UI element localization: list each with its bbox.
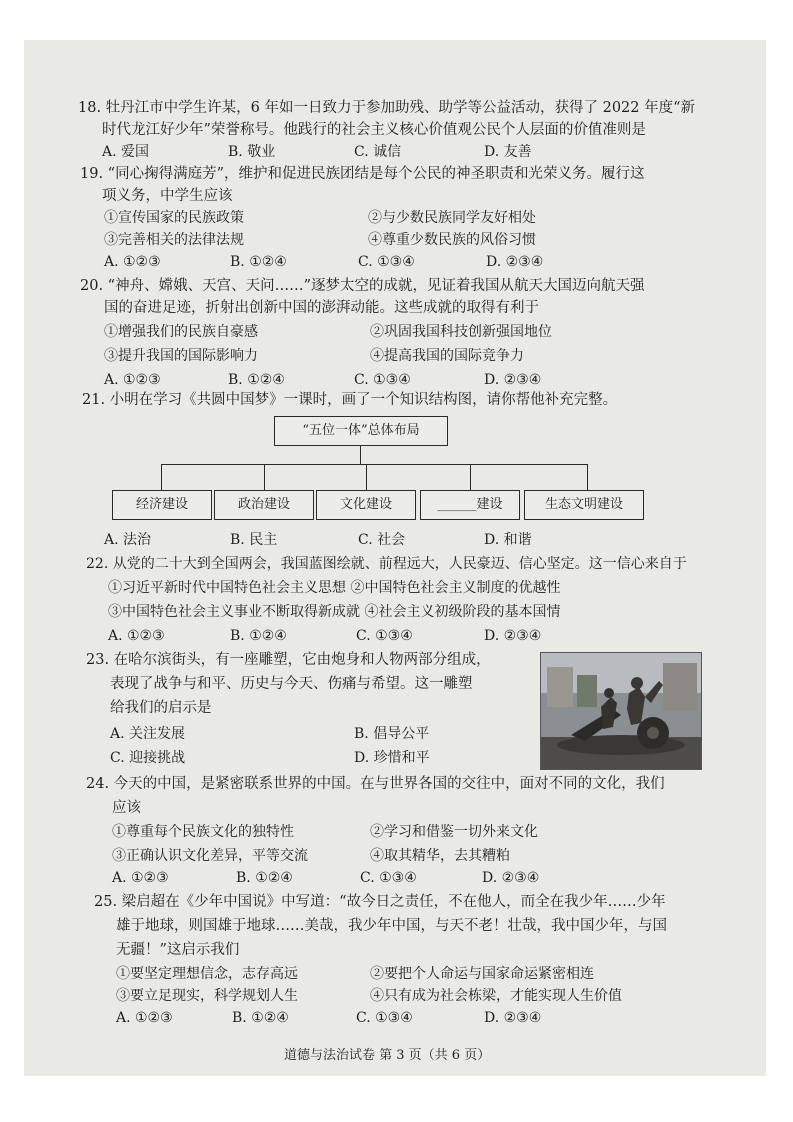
sculpture-photo-image bbox=[541, 653, 701, 769]
q21-option-a: A. 法治 bbox=[104, 532, 152, 548]
sculpture-photo bbox=[540, 652, 702, 770]
q21-stem: 21. 小明在学习《共圆中国梦》一课时，画了一个知识结构图，请你帮他补充完整。 bbox=[82, 392, 618, 408]
q24-stem-line-1: 24. 今天的中国，是紧密联系世界的中国。在与世界各国的交往中，面对不同的文化，我们 bbox=[86, 776, 665, 792]
q25-stem-line-2: 雄于地球，则国雄于地球……美哉，我少年中国，与天不老！壮哉，我中国少年，与国 bbox=[116, 918, 667, 934]
q18-option-d: D. 友善 bbox=[484, 144, 532, 160]
q21-option-c: C. 社会 bbox=[358, 532, 406, 548]
diagram-box-political: 政治建设 bbox=[214, 490, 314, 520]
q22-option-d: D. ②③④ bbox=[484, 628, 542, 644]
diagram-box-blank: ______建设 bbox=[420, 490, 520, 520]
diagram-box-economic: 经济建设 bbox=[112, 490, 212, 520]
q24-item-2: ②学习和借鉴一切外来文化 bbox=[370, 824, 538, 840]
q19-stem-line-2: 项义务，中学生应该 bbox=[102, 188, 233, 204]
q19-option-a: A. ①②③ bbox=[104, 254, 161, 270]
q25-option-c: C. ①③④ bbox=[356, 1010, 413, 1026]
q18-option-c: C. 诚信 bbox=[354, 144, 402, 160]
q20-option-b: B. ①②④ bbox=[228, 372, 285, 388]
diagram-connector-root bbox=[360, 446, 361, 464]
q22-option-c: C. ①③④ bbox=[356, 628, 413, 644]
q24-option-b: B. ①②④ bbox=[236, 870, 293, 886]
q24-stem-line-2: 应该 bbox=[112, 800, 141, 816]
q25-option-d: D. ②③④ bbox=[484, 1010, 542, 1026]
q25-option-a: A. ①②③ bbox=[116, 1010, 173, 1026]
q25-item-3: ③要立足现实，科学规划人生 bbox=[116, 988, 298, 1004]
diagram-root-box: “五位一体”总体布局 bbox=[274, 416, 448, 446]
q24-item-1: ①尊重每个民族文化的独特性 bbox=[112, 824, 294, 840]
q18-option-a: A. 爱国 bbox=[102, 144, 150, 160]
q23-stem-line-1: 23. 在哈尔滨街头，有一座雕塑，它由炮身和人物两部分组成， bbox=[86, 652, 491, 668]
q24-option-a: A. ①②③ bbox=[112, 870, 169, 886]
q19-item-4: ④尊重少数民族的风俗习惯 bbox=[368, 232, 536, 248]
q22-items-line-1: ①习近平新时代中国特色社会主义思想 ②中国特色社会主义制度的优越性 bbox=[108, 580, 561, 596]
q22-option-a: A. ①②③ bbox=[108, 628, 165, 644]
q18-option-b: B. 敬业 bbox=[228, 144, 276, 160]
diagram-box-ecological: 生态文明建设 bbox=[524, 490, 644, 520]
q21-option-b: B. 民主 bbox=[230, 532, 278, 548]
q20-stem-line-2: 国的奋进足迹，折射出创新中国的澎湃动能。这些成就的取得有利于 bbox=[104, 300, 539, 316]
q23-option-a: A. 关注发展 bbox=[110, 726, 186, 742]
page-footer: 道德与法治试卷 第 3 页（共 6 页） bbox=[284, 1048, 491, 1063]
q24-option-c: C. ①③④ bbox=[360, 870, 417, 886]
q20-item-4: ④提高我国的国际竞争力 bbox=[370, 348, 524, 364]
q19-option-d: D. ②③④ bbox=[486, 254, 544, 270]
q20-stem-line-1: 20. “神舟、嫦娥、天宫、天问……”逐梦太空的成就，见证着我国从航天大国迈向航天强 bbox=[80, 278, 645, 294]
diagram-connector-3 bbox=[366, 464, 367, 490]
q20-option-a: A. ①②③ bbox=[104, 372, 161, 388]
q25-option-b: B. ①②④ bbox=[232, 1010, 289, 1026]
q25-stem-line-1: 25. 梁启超在《少年中国说》中写道：“故今日之责任，不在他人，而全在我少年……少年 bbox=[94, 894, 666, 910]
q22-stem: 22. 从党的二十大到全国两会，我国蓝图绘就、前程远大，人民豪迈、信心坚定。这一信心来自于 bbox=[86, 556, 687, 572]
q23-option-d: D. 珍惜和平 bbox=[354, 750, 430, 766]
q24-option-d: D. ②③④ bbox=[482, 870, 540, 886]
q25-item-4: ④只有成为社会栋梁，才能实现人生价值 bbox=[370, 988, 622, 1004]
q23-option-c: C. 迎接挑战 bbox=[110, 750, 186, 766]
diagram-connector-2 bbox=[264, 464, 265, 490]
q19-item-1: ①宣传国家的民族政策 bbox=[104, 210, 244, 226]
q18-stem-line-2: 时代龙江好少年”荣誉称号。他践行的社会主义核心价值观公民个人层面的价值准则是 bbox=[102, 122, 646, 138]
q21-option-d: D. 和谐 bbox=[484, 532, 532, 548]
q20-option-c: C. ①③④ bbox=[354, 372, 411, 388]
q23-stem-line-2: 表现了战争与和平、历史与今天、伤痛与希望。这一雕塑 bbox=[110, 676, 473, 692]
q22-option-b: B. ①②④ bbox=[230, 628, 287, 644]
q18-stem-line-1: 18. 牡丹江市中学生许某，6 年如一日致力于参加助残、助学等公益活动，获得了 2022 年度“新 bbox=[78, 100, 696, 116]
q24-item-3: ③正确认识文化差异，平等交流 bbox=[112, 848, 308, 864]
diagram-connector-4 bbox=[470, 464, 471, 490]
diagram-connector-5 bbox=[587, 464, 588, 490]
q25-stem-line-3: 无疆！”这启示我们 bbox=[116, 942, 240, 958]
diagram-box-cultural: 文化建设 bbox=[316, 490, 416, 520]
q20-item-1: ①增强我们的民族自豪感 bbox=[104, 324, 258, 340]
diagram-connector-horizontal bbox=[161, 464, 587, 465]
q19-item-2: ②与少数民族同学友好相处 bbox=[368, 210, 536, 226]
q23-option-b: B. 倡导公平 bbox=[354, 726, 430, 742]
q22-items-line-2: ③中国特色社会主义事业不断取得新成就 ④社会主义初级阶段的基本国情 bbox=[108, 604, 561, 620]
q25-item-2: ②要把个人命运与国家命运紧密相连 bbox=[370, 966, 594, 982]
q19-stem-line-1: 19. “同心掬得满庭芳”，维护和促进民族团结是每个公民的神圣职责和光荣义务。履行这 bbox=[80, 166, 645, 182]
q20-item-2: ②巩固我国科技创新强国地位 bbox=[370, 324, 552, 340]
q25-item-1: ①要坚定理想信念，志存高远 bbox=[116, 966, 298, 982]
q23-stem-line-3: 给我们的启示是 bbox=[110, 700, 212, 716]
q19-item-3: ③完善相关的法律法规 bbox=[104, 232, 244, 248]
q20-item-3: ③提升我国的国际影响力 bbox=[104, 348, 258, 364]
q19-option-c: C. ①③④ bbox=[358, 254, 415, 270]
diagram-connector-1 bbox=[161, 464, 162, 490]
q20-option-d: D. ②③④ bbox=[484, 372, 542, 388]
q19-option-b: B. ①②④ bbox=[230, 254, 287, 270]
exam-page bbox=[24, 40, 766, 1076]
q24-item-4: ④取其精华，去其糟粕 bbox=[370, 848, 510, 864]
